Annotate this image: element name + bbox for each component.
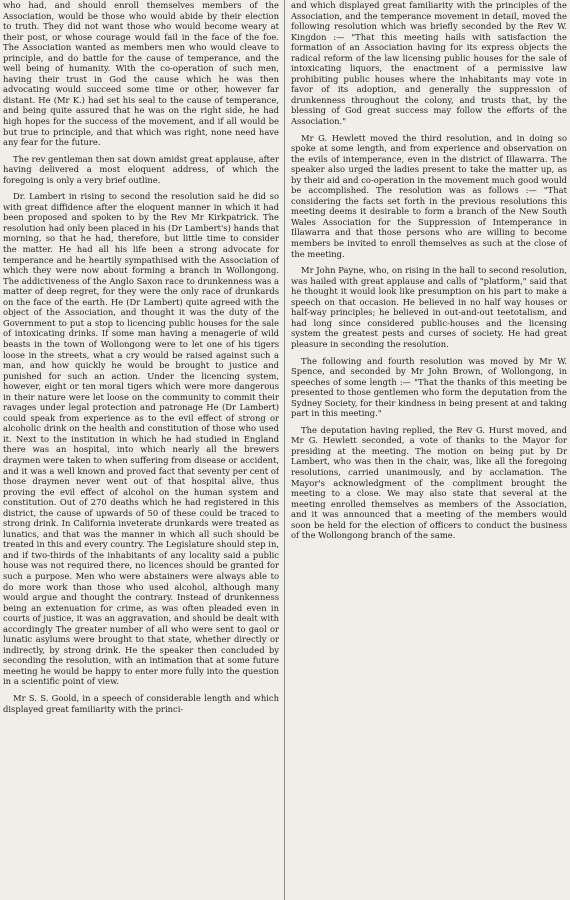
paragraph: Mr S. S. Goold, in a speech of considerable length and which displayed great familiarity with the princi- <box>3 693 279 714</box>
column-divider <box>284 0 285 900</box>
paragraph: Mr G. Hewlett moved the third resolution, and in doing so spoke at some length, and from experience and observation on the evils of intemperance, even in the district of Illawarra. The speaker also urged the ladies present to take the matter up, as by their aid and co-operation in the movement much good would be accomplished. The resolution was as follows :— "That considering the facts set forth in the previous resolutions this meeting deems it desirable to form a branch of the New South Wales Association for the Suppression of Intemperance in Illawarra and that those persons who are willing to become members be invited to enroll themselves as such at the close of the meeting. <box>291 132 567 259</box>
paragraph: Mr John Payne, who, on rising in the hall to second resolution, was hailed with great applause and calls of "platform," said that he thought it would look like presumption on his part to make a speech on that occasion. He believed in no half way houses or half-way principles; he believed in out-and-out teetotalism, and had long since considered public-houses and the licensing system the greatest pests and curses of society. He had great pleasure in seconding the resolution. <box>291 265 567 349</box>
paragraph: The deputation having replied, the Rev G. Hurst moved, and Mr G. Hewlett seconded, a vote of thanks to the Mayor for presiding at the meeting. The motion on being put by Dr Lambert, who was then in the chair, was, like all the foregoing resolutions, carried unanimously, and by acclamation. The Mayor's acknowledgment of the compliment brought the meeting to a close. We may also state that several at the meeting enrolled themselves as members of the Association, and it was announced that a meeting of the members would soon be held for the election of officers to conduct the business of the Wollongong branch of the same. <box>291 424 567 541</box>
paragraph: who had, and should enroll themselves members of the Association, would be those who would abide by their election to truth. They did not want those who would become weary at their post, or whose courage would fail in the face of the foe. The Association wanted as members men who would cleave to principle, and do battle for the cause of temperance, and the well being of humanity. With the co-operation of such men, having their trust in God the cause which he was then advocating would succeed some time or other, however far distant. He (Mr K.) had set his seal to the cause of temperance, and being quite assured that he was on the right side, he had high hopes for the success of the movement, and if all would be but true to principle, and that which was right, none need have any fear for the future. <box>3 0 279 148</box>
article-column-right <box>291 0 567 900</box>
paragraph: The following and fourth resolution was moved by Mr W. Spence, and seconded by Mr John Brown, of Wollongong, in speeches of some length :— "That the thanks of this meeting be presented to those gentlemen who form the deputation from the Sydney Society, for their kindness in being present at and taking part in this meeting." <box>291 355 567 419</box>
article-column-left <box>3 0 279 900</box>
paragraph: and which displayed great familiarity with the principles of the Association, and the temperance movement in detail, moved the following resolution which was briefly seconded by the Rev W. Kingdon :— "That this meeting hails with satisfaction the formation of an Association having for its express objects the radical reform of the law licensing public houses for the sale of intoxicating liquors, the enactment of a permissive law prohibiting public houses where the inhabitants may vote in favor of its adoption, and generally the suppression of drunkenness throughout the colony, and trusts that, by the blessing of God great success may follow the efforts of the Association." <box>291 0 567 127</box>
paragraph: The rev gentleman then sat down amidst great applause, after having delivered a most eloquent address, of which the foregoing is only a very brief outline. <box>3 153 279 185</box>
paragraph: Dr. Lambert in rising to second the resolution said he did so with great diffidence after the eloquent manner in which it had been proposed and spoken to by the Rev Mr Kirkpatrick. The resolution had only been placed in his (Dr Lambert's) hands that morning, so that he had, therefore, but little time to consider the matter. He had all his life been a strong advocate for temperance and he heartily sympathised with the Association of which they were now about forming a branch in Wollongong. The addictiveness of the Anglo Saxon race to drunkenness was a matter of deep regret, for they were the only race of drunkards on the face of the earth. He (Dr Lambert) quite agreed with the object of the Association, and thought it was the duty of the Government to put a stop to licencing public houses for the sale of intoxicating drinks. If some man having a menagerie of wild beasts in the town of Wollongong were to let one of his tigers loose in the streets, what a cry would be raised against such a man, and how quickly he would be brought to justice and punished for such an action. Under the licencing system, however, eight or ten moral tigers which were more dangerous in their nature were let loose on the community to commit their ravages under legal protection and patronage He (Dr Lambert) could speak from experience as to the evil effect of strong or alcoholic drink on the health and constitution of those who used it. Next to the institution in which he had studied in England there was an hospital, into which nearly all the brewers draymen were taken to when suffering from disease or accident, and it was a well known and proved fact that seventy per cent of those draymen never went out of that hospital alive, thus proving the evil effect of alcohol on the human system and constitution. Out of 270 deaths which he had registered in this district, the cause of upwards of 50 of these could be traced to strong drink. In California inveterate drunkards were treated as lunatics, and that was the manner in which all such should be treated in this and every country. The Legislature should step in, and if two-thirds of the inhabitants of any locality said a public house was not required there, no licences should be granted for such a purpose. Men who were abstainers were always able to do more work than those who used alcohol, although many would argue and thought the contrary. Instead of drunkenness being an extenuation for crime, as was often pleaded even in courts of justice, it was an aggravation, and should be dealt with accordingly The greater number of all who were sent to gaol or lunatic asylums were brought to that state, whether directly or indirectly, by strong drink. He the speaker then concluded by seconding the resolution, with an intimation that at some future meeting he would be happy to enter more fully into the question in a scientific point of view. <box>3 191 279 687</box>
